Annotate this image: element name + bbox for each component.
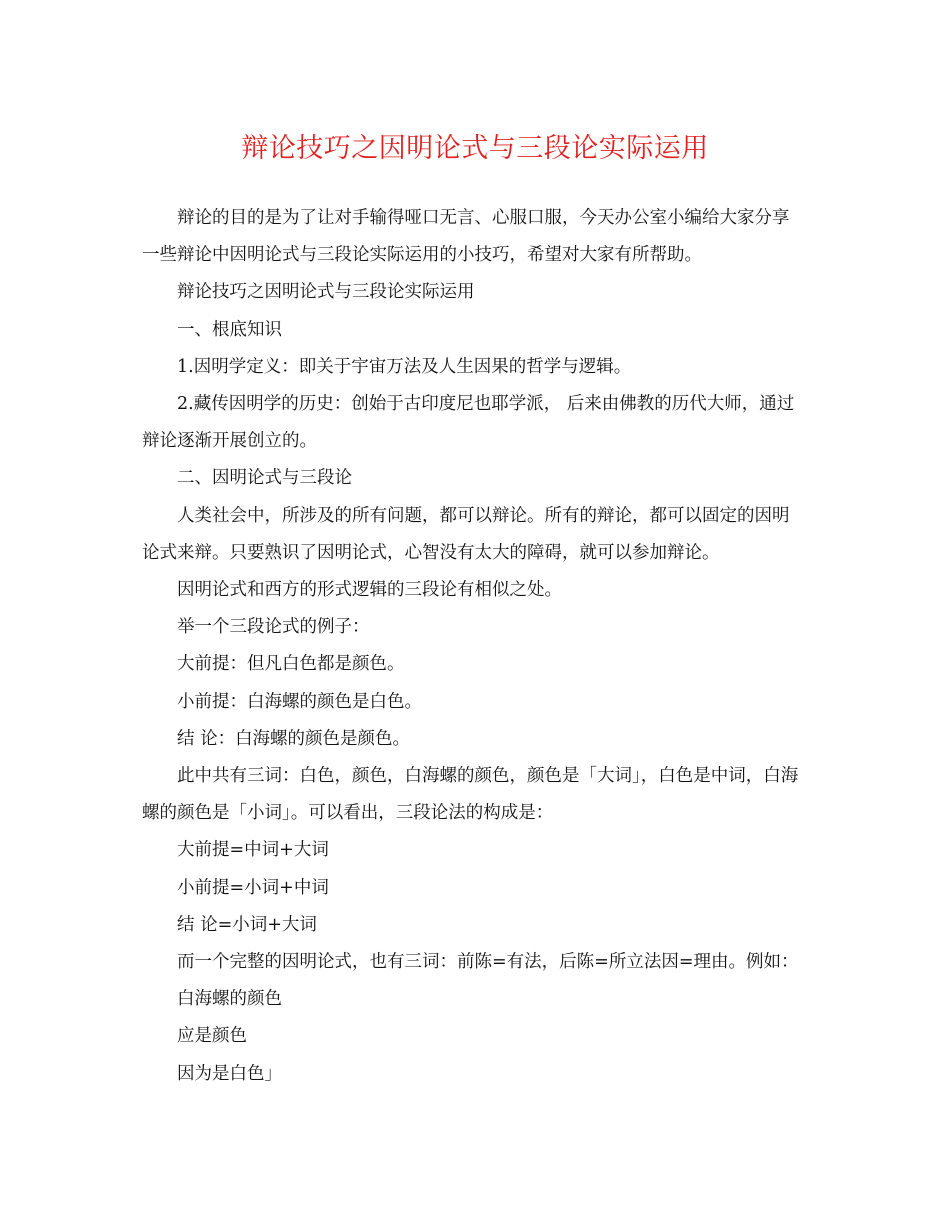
- line-minor-premise: 小前提：白海螺的颜色是白色。: [177, 691, 422, 712]
- line-example-predicate: 应是颜色: [177, 1026, 247, 1047]
- document-body: [142, 200, 802, 1093]
- paragraph-three-terms: 此中共有三词：白色，颜色，白海螺的颜色，颜色是「大词」，白色是中词，白海螺的颜色是「小词」。可以看出，三段论法的构成是：: [142, 766, 799, 824]
- line-example-subject: 白海螺的颜色: [177, 989, 282, 1010]
- paragraph-hetuvidya: 而一个完整的因明论式，也有三词：前陈=有法，后陈=所立法因=理由。例如：: [177, 952, 799, 973]
- line-major-premise: 大前提：但凡白色都是颜色。: [177, 654, 405, 675]
- paragraph-intro: 辩论的目的是为了让对手输得哑口无言、心服口服，今天办公室小编给大家分享一些辩论中因明论式与三段论实际运用的小技巧，希望对大家有所帮助。: [142, 208, 790, 266]
- line-formula-major: 大前提=中词+大词: [177, 840, 329, 861]
- line-conclusion: 结 论：白海螺的颜色是颜色。: [177, 728, 411, 749]
- paragraph-example-intro: 举一个三段论式的例子：: [177, 617, 370, 638]
- line-formula-minor: 小前提=小词+中词: [177, 877, 329, 898]
- paragraph-similarity: 因明论式和西方的形式逻辑的三段论有相似之处。: [177, 580, 562, 601]
- paragraph-debate: 人类社会中，所涉及的所有问题，都可以辩论。所有的辩论，都可以固定的因明论式来辩。只要熟识了因明论式，心智没有太大的障碍，就可以参加辩论。: [142, 505, 790, 563]
- paragraph-subtitle: 辩论技巧之因明论式与三段论实际运用: [177, 282, 475, 303]
- line-example-reason: 因为是白色」: [177, 1063, 282, 1084]
- section-heading-basics: 一、根底知识: [177, 319, 282, 340]
- paragraph-definition: 1.因明学定义：即关于宇宙万法及人生因果的哲学与逻辑。: [177, 356, 632, 377]
- document-title: 辩论技巧之因明论式与三段论实际运用: [241, 133, 709, 164]
- paragraph-history: 2.藏传因明学的历史：创始于古印度尼也耶学派， 后来由佛教的历代大师，通过辩论逐渐开展创立的。: [142, 394, 795, 452]
- section-heading-syllogism: 二、因明论式与三段论: [177, 468, 352, 489]
- line-formula-conclusion: 结 论=小词+大词: [177, 914, 317, 935]
